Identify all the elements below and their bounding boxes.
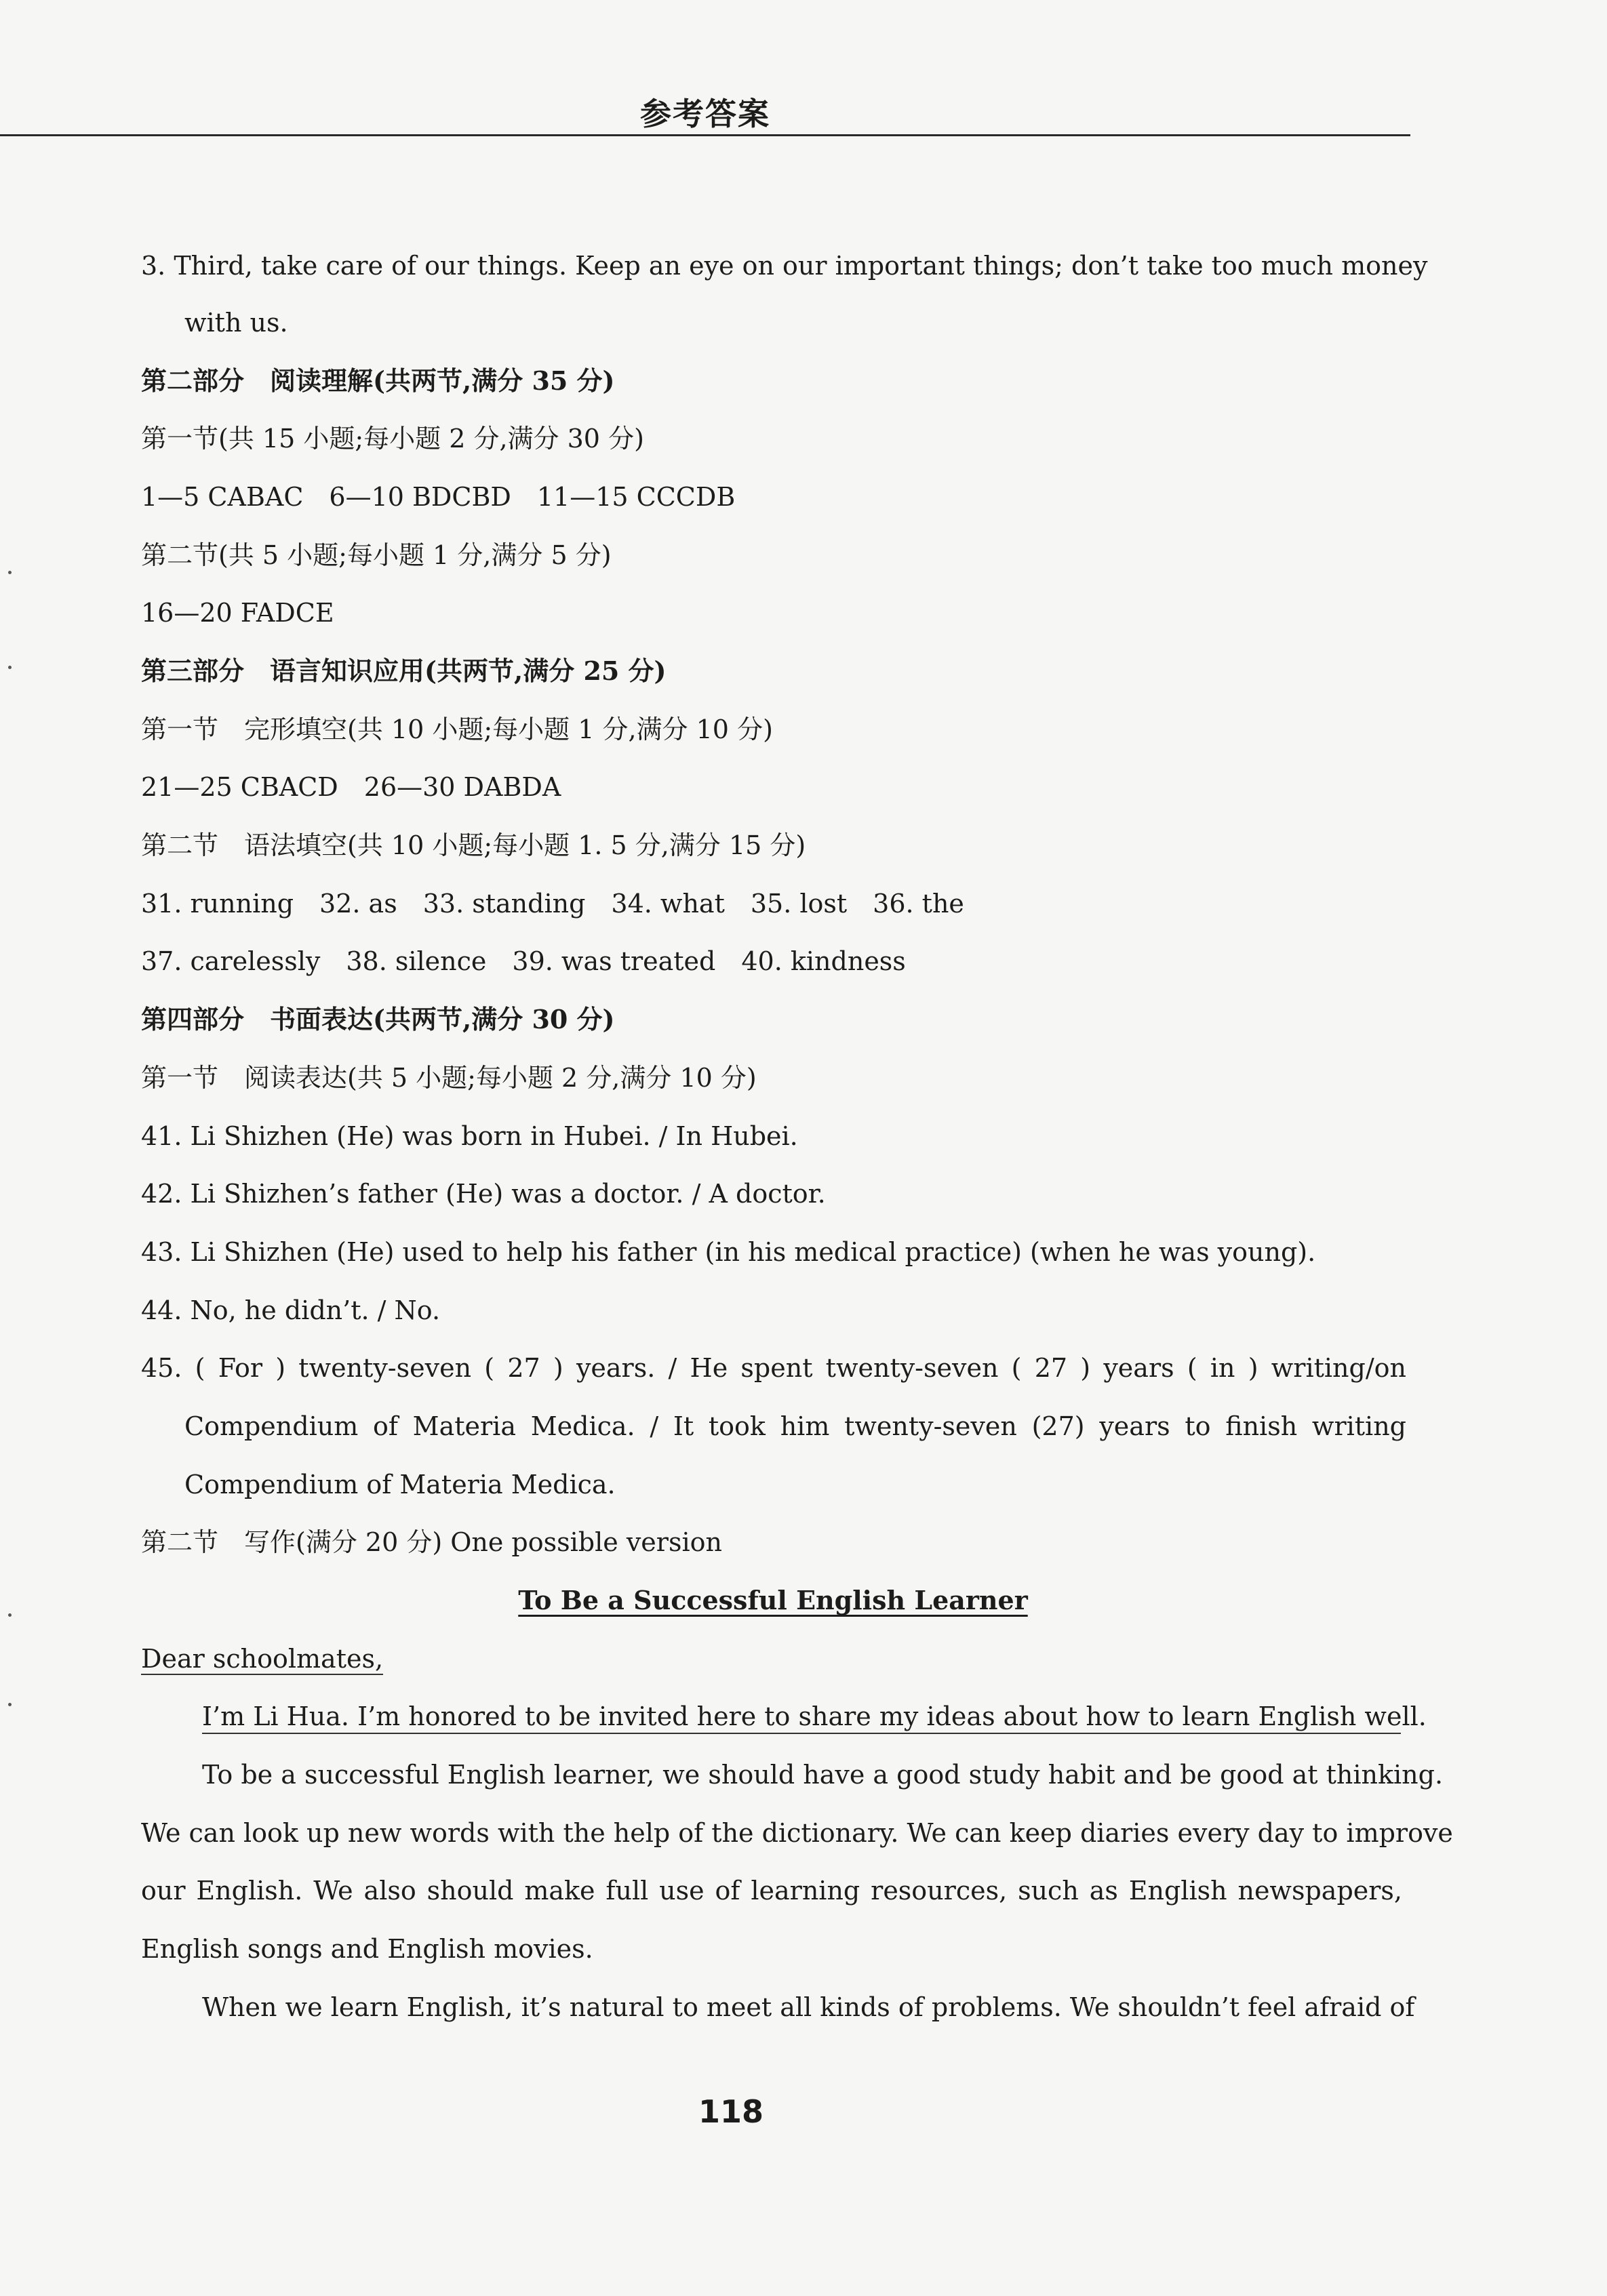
essay-paragraph-2-line-2: We can look up new words with the help of the dictionary. We can keep diaries every day to improve bbox=[141, 1818, 1453, 1848]
answer-line-3a: 3. Third, take care of our things. Keep an eye on our important things; don’t take too much money bbox=[141, 251, 1428, 281]
answer-43: 43. Li Shizhen (He) used to help his father (in his medical practice) (when he was young). bbox=[141, 1237, 1316, 1267]
reading-part1-heading: 第一节(共 15 小题;每小题 2 分,满分 30 分) bbox=[141, 424, 644, 454]
answer-line-3b: with us. bbox=[184, 308, 288, 338]
scan-speck bbox=[8, 1613, 12, 1617]
reading-part2-answers: 16—20 FADCE bbox=[141, 598, 334, 628]
reading-expression-heading: 第一节 阅读表达(共 5 小题;每小题 2 分,满分 10 分) bbox=[141, 1063, 757, 1093]
answer-45c: Compendium of Materia Medica. bbox=[184, 1470, 616, 1499]
page-header-title: 参考答案 bbox=[640, 96, 770, 132]
scan-speck bbox=[8, 1703, 12, 1706]
section-reading-heading: 第二部分 阅读理解(共两节,满分 35 分) bbox=[141, 365, 615, 396]
reading-part2-heading: 第二节(共 5 小题;每小题 1 分,满分 5 分) bbox=[141, 540, 612, 570]
salutation-text: Dear schoolmates, bbox=[141, 1644, 384, 1674]
answer-44: 44. No, he didn’t. / No. bbox=[141, 1295, 441, 1325]
essay-salutation bbox=[141, 1641, 383, 1676]
essay-title bbox=[0, 1583, 1546, 1618]
paragraph-1-text: I’m Li Hua. I’m honored to be invited here to share my ideas about how to learn English well. bbox=[202, 1700, 1401, 1734]
essay-paragraph-3-line-1: When we learn English, it’s natural to meet all kinds of problems. We shouldn’t feel afraid of bbox=[202, 1992, 1415, 2022]
writing-heading: 第二节 写作(满分 20 分) One possible version bbox=[141, 1527, 722, 1557]
cloze-heading: 第一节 完形填空(共 10 小题;每小题 1 分,满分 10 分) bbox=[141, 714, 773, 744]
grammar-answers-31-36: 31. running 32. as 33. standing 34. what 35. lost 36. the bbox=[141, 889, 964, 919]
page-number: 118 bbox=[698, 2093, 764, 2130]
essay-paragraph-1 bbox=[202, 1699, 1427, 1734]
answer-45b: Compendium of Materia Medica. / It took him twenty-seven (27) years to finish writing bbox=[184, 1411, 1406, 1441]
answer-41: 41. Li Shizhen (He) was born in Hubei. / In Hubei. bbox=[141, 1121, 798, 1151]
scan-speck bbox=[8, 666, 12, 669]
answer-42: 42. Li Shizhen’s father (He) was a doctor. / A doctor. bbox=[141, 1179, 826, 1209]
grammar-answers-37-40: 37. carelessly 38. silence 39. was treated 40. kindness bbox=[141, 946, 906, 976]
reading-part1-answers: 1—5 CABAC 6—10 BDCBD 11—15 CCCDB bbox=[141, 482, 736, 512]
header-divider bbox=[0, 134, 1410, 136]
answer-45a: 45. ( For ) twenty-seven ( 27 ) years. / He spent twenty-seven ( 27 ) years ( in ) writing/on bbox=[141, 1353, 1406, 1383]
essay-title-text: To Be a Successful English Learner bbox=[518, 1585, 1028, 1615]
grammar-fill-heading: 第二节 语法填空(共 10 小题;每小题 1. 5 分,满分 15 分) bbox=[141, 830, 806, 860]
section-language-heading: 第三部分 语言知识应用(共两节,满分 25 分) bbox=[141, 656, 667, 686]
essay-paragraph-2-line-4: English songs and English movies. bbox=[141, 1934, 593, 1964]
scan-speck bbox=[8, 571, 12, 574]
essay-paragraph-2-line-3: our English. We also should make full use of learning resources, such as English newspapers, bbox=[141, 1876, 1402, 1906]
essay-paragraph-2-line-1: To be a successful English learner, we should have a good study habit and be good at thinking. bbox=[202, 1760, 1444, 1790]
cloze-answers: 21—25 CBACD 26—30 DABDA bbox=[141, 772, 561, 802]
section-writing-heading: 第四部分 书面表达(共两节,满分 30 分) bbox=[141, 1004, 615, 1034]
